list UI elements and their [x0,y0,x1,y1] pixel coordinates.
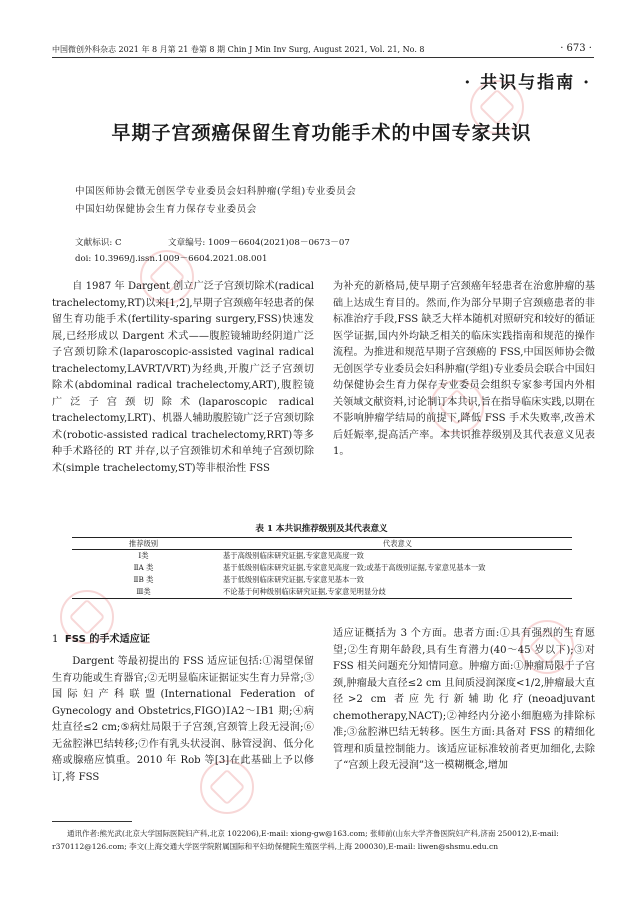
table-header: 推荐级别 [72,538,215,550]
intro-left-column [52,279,314,477]
intro-paragraph-cont: 为补充的新格局,使早期子宫颈癌年轻患者在治愈肿瘤的基础上达成生育目的。然而,作为部分早期子宫颈癌患者的非标准治疗手段,FSS 缺乏大样本随机对照研究和较好的循证医学证据,国内外均缺乏相关的临床实践指南和规范的操作流程。为推进和规范早期子宫颈癌的 FSS,中国医师协会微无创医学专业委员会妇科肿瘤(学组)专业委员会联合中国妇幼保健协会生育力保存专业委员会组织专家参考国内外相关领域文献资料,讨论制订本共识,旨在指导临床实践,以期在不影响肿瘤学结局的前提下,降低 FSS 手术失败率,改善术后妊娠率,提高活产率。本共识推荐级别及其代表意义见表 1。 [333,281,595,457]
table-row [72,574,572,586]
section-title: FSS 的手术适应证 [64,634,150,645]
intro-paragraph: 自 1987 年 Dargent 创立广泛子宫颈切除术(radical trachelectomy,RT)以来[1,2],早期子宫颈癌年轻患者的保留生育功能手术(fertility-sparing surgery,FSS)快速发展,已经形成以 Dargent 术式——腹腔镜辅助经阴道广泛子宫颈切除术(laparoscopic-assisted vaginal radical trachelectomy,LAVRT/VRT)为经典,开腹广泛子宫颈切除术(abdominal radical trachelectomy,ART),腹腔镜广泛子宫颈切除术(laparoscopic radical trachelectomy,LRT)、机器人辅助腹腔镜广泛子宫颈切除术(robotic-assisted radical trachelectomy,RRT)等多种手术路径的 RT 并存,以子宫颈锥切术和单纯子宫颈切除术(simple trachelectomy,ST)等非根治性 FSS [52,281,314,474]
table-cell: 基于高级别临床研究证据,专家意见高度一致 [223,551,364,560]
article-number: 文章编号: 1009－6604(2021)08－0673－07 [168,238,350,248]
article-title: 早期子宫颈癌保留生育功能手术的中国专家共识 [111,122,532,144]
running-header [52,44,592,55]
intro-right-column [333,279,595,461]
footnote [52,828,600,853]
author-org-1: 中国医师协会微无创医学专业委员会妇科肿瘤(学组)专业委员会 [75,186,357,197]
table-cell: Ⅲ类 [72,586,215,599]
section-number: 1 [52,634,59,645]
author-org-2: 中国妇幼保健协会生育力保存专业委员会 [75,204,257,215]
table-caption: 表 1 本共识推荐级别及其代表意义 [255,524,388,534]
table-cell: Ⅰ类 [138,551,149,560]
doc-code: 文献标识: C [75,238,122,248]
footnote-text: 通讯作者:熊光武(北京大学国际医院妇产科,北京 102206),E-mail: xiong-gw@163.com; 张师前(山东大学齐鲁医院妇产科,济南 250012),E-mail: r370112@126.com; 李文(上海交通大学医学院附属国际和平妇幼保健院生殖医学科,上海 200030),E-mail: liwen@shsmu.edu.cn [52,829,559,851]
header-rule [52,57,594,58]
table-cell: 基于低级别临床研究证据,专家意见基本一致 [223,575,364,584]
table-cell: ⅡA 类 [133,563,154,572]
section-heading [52,630,150,645]
page-number: · 673 · [560,43,592,54]
table-row [72,586,572,599]
table-cell: 基于低级别临床研究证据,专家意见高度一致;或基于高级别证据,专家意见基本一致 [223,563,486,572]
journal-citation: 中国微创外科杂志 2021 年 8 月第 21 卷第 8 期 Chin J Min Inv Surg, August 2021, Vol. 21, No. 8 [52,45,425,54]
table-header: 代表意义 [215,538,572,550]
section1-right-column [333,626,595,775]
column-tag: · 共识与指南 · [464,73,591,93]
table-cell: ⅡB 类 [133,575,154,584]
table-row [72,562,572,574]
table-cell: 不论基于何种级别临床研究证据,专家意见明显分歧 [215,586,572,599]
table-row [72,550,572,563]
doi: doi: 10.3969/j.issn.1009－6604.2021.08.001 [75,254,268,264]
section1-paragraph: Dargent 等最初提出的 FSS 适应证包括:①渴望保留生育功能或生育器官;②无明显临床证据证实生育力异常;③国际妇产科联盟(International Federation of Gynecology and Obstetrics,FIGO)ⅠA2～ⅠB1 期;④病灶直径≤2 cm;⑤病灶局限于子宫颈,宫颈管上段无浸润;⑥无盆腔淋巴结转移;⑦作有乳头状浸润、脉管浸润、低分化癌或腺癌应慎重。2010 年 Rob 等[3]在此基础上予以修订,将 FSS [52,656,314,783]
section1-paragraph-cont: 适应证概括为 3 个方面。患者方面:①具有强烈的生育愿望;②生育期年龄段,具有生育潜力(40～45 岁以下);③对 FSS 相关问题充分知情同意。肿瘤方面:①肿瘤局限于子宫颈,肿瘤最大直径≤2 cm 且间质浸润深度<1/2,肿瘤最大直径>2 cm 者应先行新辅助化疗(neoadjuvant chemotherapy,NACT);②神经内分泌小细胞癌为排除标准;③盆腔淋巴结无转移。医生方面:具备对 FSS 的精细化管理和质量控制能力。该适应证标准较前者更加细化,去除了“宫颈上段无浸润”这一模糊概念,增加 [333,628,595,771]
table-header-row [72,538,572,550]
section1-left-column [52,654,314,786]
recommendation-table [72,537,572,599]
footnote-rule [52,821,132,822]
